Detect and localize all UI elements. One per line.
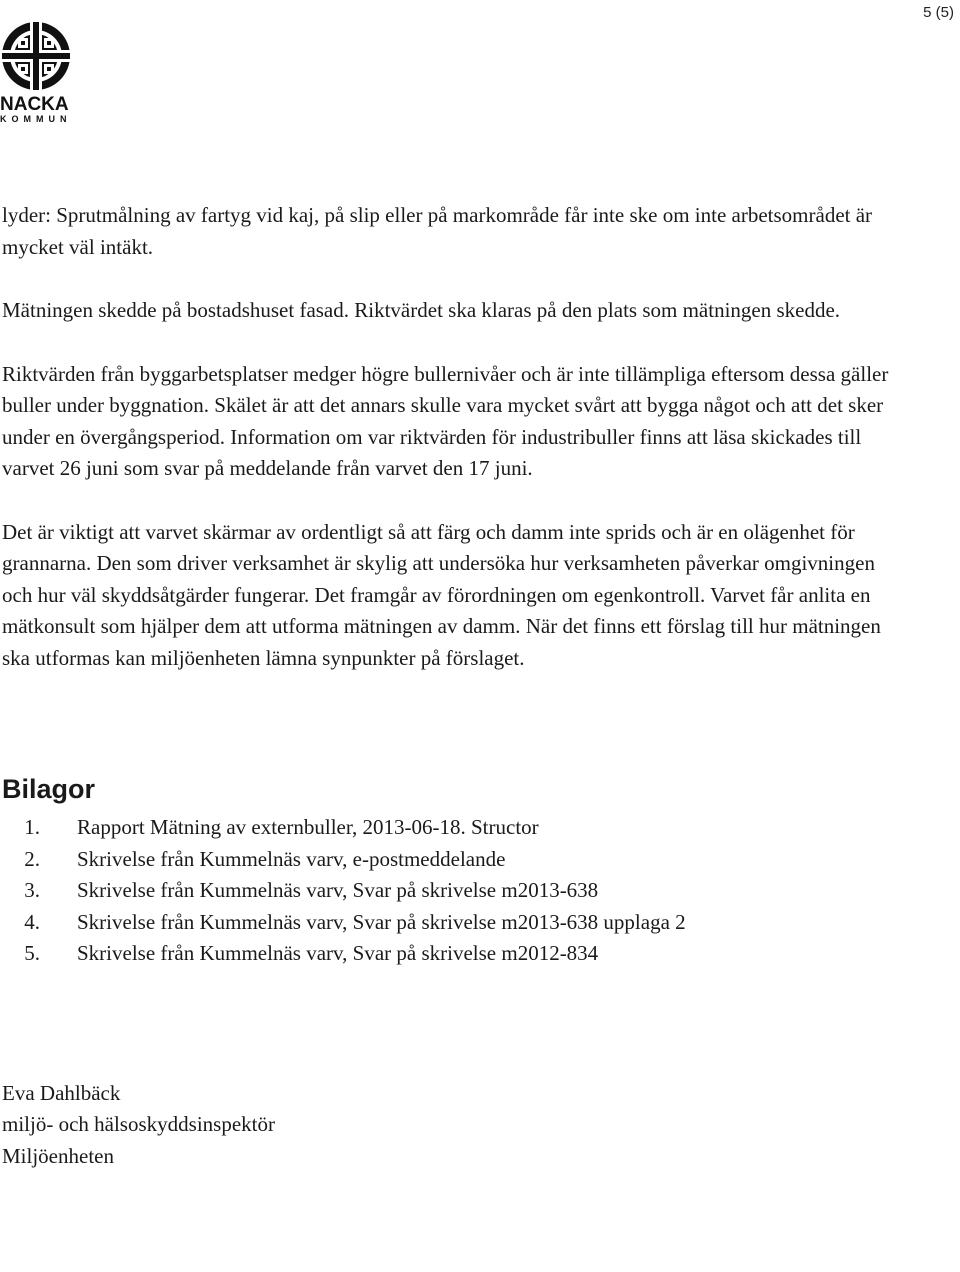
signature-block [2,1078,902,1173]
logo-name: NACKA [0,94,69,115]
body-paragraph: Mätningen skedde på bostadshuset fasad. Riktvärdet ska klaras på den plats som mätningen skedde. [2,298,841,322]
list-item-text: Skrivelse från Kummelnäs varv, Svar på skrivelse m2012-834 [77,941,599,965]
page-number: 5 (5) [923,4,954,21]
list-item [2,844,902,876]
nacka-kommun-logo [0,20,76,125]
body-paragraph: Det är viktigt att varvet skärmar av ordentligt så att färg och damm inte sprids och är en olägenhet för grannarna. Den som driver verksamhet är skylig att undersöka hur verksamheten påverkar omgivningen och hur väl skyddsåtgärder fungerar. Det framgår av förordningen om egenkontroll. Varvet får anlita en mätkonsult som hjälper dem att utforma mätningen av damm. När det finns ett förslag till hur mätningen ska utformas kan miljöenheten lämna synpunkter på förslaget. [2,519,881,670]
list-item-number: 1. [24,815,40,839]
signature-name: Eva Dahlbäck [2,1080,121,1105]
list-item-number: 3. [24,878,40,902]
list-item [2,938,902,970]
attachments-heading: Bilagor [2,774,96,804]
list-item [2,875,902,907]
body-paragraph: lyder: Sprutmålning av fartyg vid kaj, på slip eller på markområde får inte ske om inte arbetsområdet är mycket väl intäkt. [2,203,873,259]
body-paragraph: Riktvärden från byggarbetsplatser medger högre bullernivåer och är inte tillämpliga eftersom dessa gäller buller under byggnation. Skälet är att det annars skulle vara mycket svårt att bygga något och att det sker under en övergångsperiod. Information om var riktvärden för industribuller finns att läsa skickades till varvet 26 juni som svar på meddelande från varvet den 17 juni. [2,361,889,480]
list-item-number: 5. [24,941,40,965]
list-item-text: Skrivelse från Kummelnäs varv, Svar på skrivelse m2013-638 [77,878,599,902]
list-item [2,812,902,844]
attachments-list [2,812,902,970]
logo-subtitle: KOMMUN [0,114,72,124]
signature-title: miljö- och hälsoskyddsinspektör [2,1112,275,1136]
list-item-text: Skrivelse från Kummelnäs varv, Svar på skrivelse m2013-638 upplaga 2 [77,909,686,934]
nacka-kommun-emblem-icon [0,20,72,92]
list-item-text: Skrivelse från Kummelnäs varv, e-postmeddelande [77,846,506,871]
list-item [2,907,902,939]
list-item-text: Rapport Mätning av externbuller, 2013-06-18. Structor [77,815,539,839]
signature-unit: Miljöenheten [2,1143,114,1168]
list-item-number: 4. [24,909,40,934]
document-body [2,200,902,1172]
list-item-number: 2. [24,846,40,871]
